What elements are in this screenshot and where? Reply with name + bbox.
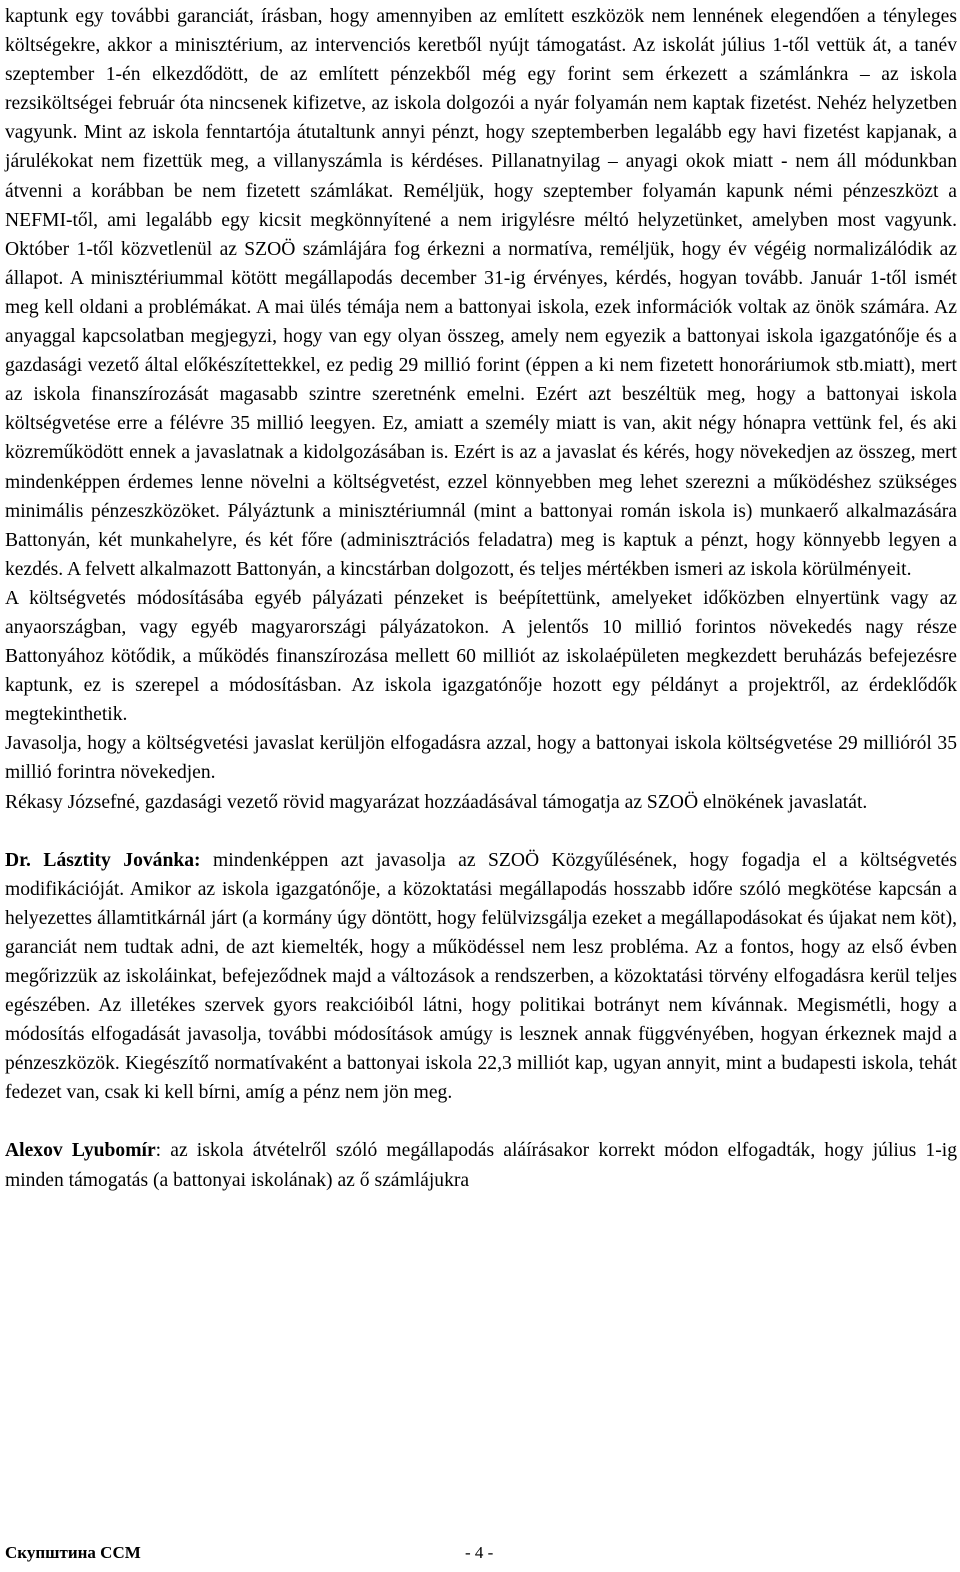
paragraph-2: A költségvetés módosításába egyéb pályázati pénzeket is beépítettünk, amelyeket időközben elnyertünk vagy az anyaországban, vagy egyéb magyarországi pályázatokon. A jelentős 10 millió forintos növekedés nagy része Battonyához kötődik, a működés finanszírozása mellett 60 milliót az iskolaépületen megkezdett beruházás befejezésre kaptunk, ez is szerepel a módosításban. Az iskola igazgatónője hozott egy példányt a projektről, az érdeklődők megtekinthetik. — [5, 587, 957, 726]
speaker-name: Alexov Lyubomír — [5, 1140, 156, 1162]
paragraph-1: kaptunk egy további garanciát, írásban, hogy amennyiben az említett eszközök nem lennének elegendően a tényleges költségekre, akkor a minisztérium, az intervenciós keretből nyújt támogatást. Az iskolát július 1-től vettük át, a tanév szeptember 1-én elkezdődött, de az említett pénzekből még egy forint sem érkezett a számlánkra – az iskola rezsiköltségei február óta nincsenek kifizetve, az iskola dolgozói a nyár folyamán nem kaptak fizetést. Nehéz helyzetben vagyunk. Mint az iskola fenntartója átutaltunk annyi pénzt, hogy szeptemberben legalább egy havi fizetést kapjanak, a járulékokat nem fizettük meg, a villanyszámla is kérdéses. Pillanatnyilag – anyagi okok miatt - nem áll módunkban átvenni a korábban be nem fizetett számlákat. Reméljük, hogy szeptember folyamán kapunk némi pénzeszközt a NEFMI-től, ami legalább egy kicsit megkönnyítené a nem irigylésre méltó helyzetünket, amelyben most vagyunk. Október 1-től közvetlenül az SZOÖ számlájára fog érkezni a normatíva, reméljük, hogy év végéig normalizálódik az állapot. A minisztériummal kötött megállapodás december 31-ig érvényes, kérdés, hogyan tovább. Január 1-től ismét meg kell oldani a problémákat. A mai ülés témája nem a battonyai iskola, ezek információk voltak az önök számára. Az anyaggal kapcsolatban megjegyzi, hogy van egy olyan összeg, amely nem egyezik a battonyai iskola igazgatónője és a gazdasági vezető által előkészítettekkel, ez pedig 29 millió forint (éppen a ki nem fizetett honoráriumok stb.miatt), mert az iskola finanszírozását magasabb szintre szeretnénk emelni. Ezért azt beszéltük meg, hogy a battonyai iskola költségvetése erre a félévre 35 millió leegyen. Ez, amiatt a személy miatt is van, akit négy hónapra vettünk fel, és aki közreműködött ennek a javaslatnak a kidolgozásában is. Ezért is az a javaslat és kérés, hogy növekedjen az összeg, mert mindenképpen érdemes lenne növelni a költségvetést, ezzel könnyebben meg lehet szerezni a működéshez szükséges minimális pénzeszközöket. Pályáztunk a minisztériumnál (mint a battonyai román iskola is) munkaerő alkalmazására Battonyán, két munkahelyre, és két főre (adminisztrációs feladatra) meg is kaptuk a pénzt, hogy könnyebb legyen a kezdés. A felvett alkalmazott Battonyán, a kincstárban dolgozott, és teljes mértékben ismeri az iskola körülményeit. — [5, 6, 957, 580]
paragraph-spacer — [5, 817, 957, 846]
footer-title: Скупштина ССМ — [5, 1543, 141, 1562]
paragraph-4: Rékasy Józsefné, gazdasági vezető rövid magyarázat hozzáadásával támogatja az SZOÖ elnökének javaslatát. — [5, 791, 868, 813]
paragraph-spacer — [5, 1107, 957, 1136]
paragraph-6 — [5, 1136, 957, 1194]
speaker-text: mindenképpen azt javasolja az SZOÖ Közgyűlésének, hogy fogadja el a költségvetés modifikációját. Amikor az iskola igazgatónője, a közoktatási megállapodás hosszabb időre szóló megkötése kapcsán a helyezettes államtitkárnál járt (a kormány úgy döntött, hogy felülvizsgálja ezeket a megállapodásokat és újakat nem köt), garanciát nem tudtak adni, de azt kiemelték, hogy a működéssel nem lesz probléma. Az a fontos, hogy az első évben megőrizzük az iskoláinkat, befejeződnek majd a változások a rendszerben, a közoktatási törvény elfogadásra kerül teljes egészében. Az illetékes szervek gyors reakcióiból látni, hogy politikai botrányt nem kívánnak. Megismétli, hogy a módosítás elfogadását javasolja, további módosítások amúgy is lesznek annak függvényében, hogyan érkeznek majd a pénzeszközök. Kiegészítő normatívaként a battonyai iskola 22,3 milliót kap, ugyan annyit, mint a budapesti iskola, tehát fedezet van, csak ki kell bírni, amíg a pénz nem jön meg. — [5, 849, 958, 1104]
paragraph-5 — [5, 846, 957, 1108]
speaker-name: Dr. Lásztity Jovánka: — [5, 849, 201, 871]
page-number: - 4 - — [465, 1543, 494, 1562]
speaker-text: : az iskola átvételről szóló megállapodás aláírásakor korrekt módon elfogadták, hogy július 1-ig minden támogatás (a battonyai iskolának) az ő számlájukra — [5, 1140, 957, 1191]
paragraph-3: Javasolja, hogy a költségvetési javaslat kerüljön elfogadásra azzal, hogy a battonyai iskola költségvetése 29 millióról 35 millió forintra növekedjen. — [5, 733, 957, 784]
page-footer — [5, 1543, 957, 1569]
document-page — [5, 2, 957, 1195]
